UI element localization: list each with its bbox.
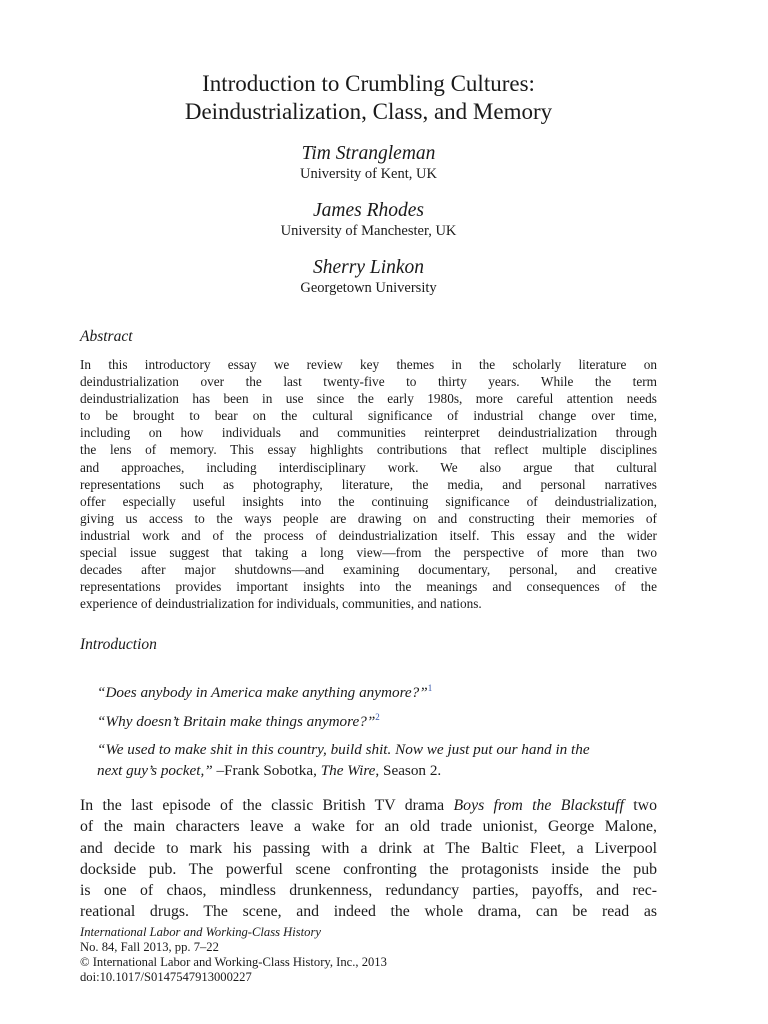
- abstract-line: decades after major shutdowns—and examining documentary, personal, and creative: [80, 562, 657, 578]
- author-affiliation: University of Manchester, UK: [280, 223, 457, 239]
- abstract-line: to be brought to bear on the cultural significance of industrial change over time,: [80, 408, 657, 424]
- epigraph-1-text: “Does anybody in America make anything anymore?”: [97, 684, 428, 701]
- paragraph-line: reational drugs. The scene, and indeed the whole drama, can be read as: [80, 903, 657, 921]
- epigraph-season: , Season 2.: [375, 762, 442, 779]
- journal-footer: [80, 925, 387, 985]
- epigraph-3-quote-end: next guy’s pocket,”: [97, 762, 213, 779]
- epigraph-1: [97, 682, 657, 703]
- author-name: James Rhodes: [312, 200, 424, 221]
- abstract-line: and approaches, including interdisciplinary work. We also argue that cultural: [80, 459, 657, 475]
- abstract-line: including on how individuals and communities reinterpret deindustrialization through: [80, 425, 657, 441]
- title-line-1: Introduction to Crumbling Cultures:: [202, 71, 535, 96]
- abstract-line: the lens of memory. This essay highlights contributions that reflect multiple disciplines: [80, 442, 657, 458]
- journal-name: International Labor and Working-Class History: [80, 925, 321, 939]
- abstract-line: industrial work and of the process of deindustrialization itself. This essay and the wider: [80, 527, 657, 543]
- abstract-line: giving us access to the ways people are drawing on and constructing their memories of: [80, 510, 657, 526]
- author-affiliation: Georgetown University: [300, 280, 437, 296]
- epigraph-3: [97, 739, 657, 781]
- journal-issue: No. 84, Fall 2013, pp. 7–22: [80, 940, 219, 954]
- author-affiliation: University of Kent, UK: [300, 166, 437, 182]
- epigraph-show-title: The Wire: [320, 762, 376, 779]
- article-title: [80, 70, 657, 126]
- paragraph-line: dockside pub. The powerful scene confronting the protagonists inside the pub: [80, 860, 657, 878]
- footnote-ref-1[interactable]: 1: [427, 682, 433, 693]
- paragraph-line: of the main characters leave a wake for an old trade unionist, George Malone,: [80, 818, 657, 836]
- abstract-line: deindustrialization has been in use since the early 1980s, more careful attention needs: [80, 391, 657, 407]
- abstract-line: In this introductory essay we review key themes in the scholarly literature on: [80, 357, 657, 372]
- paragraph-line: [80, 795, 657, 816]
- abstract-line: representations such as photography, literature, the media, and personal narratives: [80, 476, 657, 492]
- drama-title: Boys from the Blackstuff: [453, 797, 624, 814]
- epigraph-3-line-2: [97, 760, 657, 781]
- footnote-ref-2[interactable]: 2: [375, 711, 380, 722]
- epigraph-3-line-1: “We used to make shit in this country, build shit. Now we just put our hand in the: [97, 741, 590, 758]
- paragraph-line-1-post: two: [623, 797, 657, 814]
- abstract-line: special issue suggest that taking a long view—from the perspective of more than two: [80, 545, 657, 561]
- epigraph-2: [97, 711, 657, 732]
- author-name: Tim Strangleman: [301, 143, 436, 164]
- abstract-line: experience of deindustrialization for individuals, communities, and nations.: [80, 596, 482, 612]
- introduction-heading: Introduction: [80, 636, 157, 653]
- introduction-paragraph: [80, 795, 657, 923]
- title-line-2: Deindustrialization, Class, and Memory: [184, 99, 553, 124]
- abstract-text: [80, 356, 657, 612]
- abstract-line: representations provides important insights into the meanings and consequences of the: [80, 579, 657, 595]
- epigraph-attribution: –Frank Sobotka,: [212, 762, 321, 779]
- doi-link[interactable]: doi:10.1017/S0147547913000227: [80, 970, 252, 984]
- paragraph-line: is one of chaos, mindless drunkenness, redundancy parties, payoffs, and rec-: [80, 882, 657, 900]
- paragraph-line-1-pre: In the last episode of the classic British TV drama: [80, 797, 454, 814]
- abstract-line: offer especially useful insights into the continuing significance of deindustrialization,: [80, 493, 657, 509]
- author-name: Sherry Linkon: [312, 257, 425, 278]
- abstract-line: deindustrialization over the last twenty-five to thirty years. While the term: [80, 374, 657, 390]
- abstract-heading: Abstract: [80, 328, 133, 345]
- paragraph-line: and decide to mark his passing with a drink at The Baltic Fleet, a Liverpool: [80, 839, 657, 857]
- epigraph-2-text: “Why doesn’t Britain make things anymore?”: [97, 713, 376, 730]
- copyright-notice: © International Labor and Working-Class History, Inc., 2013: [80, 955, 387, 969]
